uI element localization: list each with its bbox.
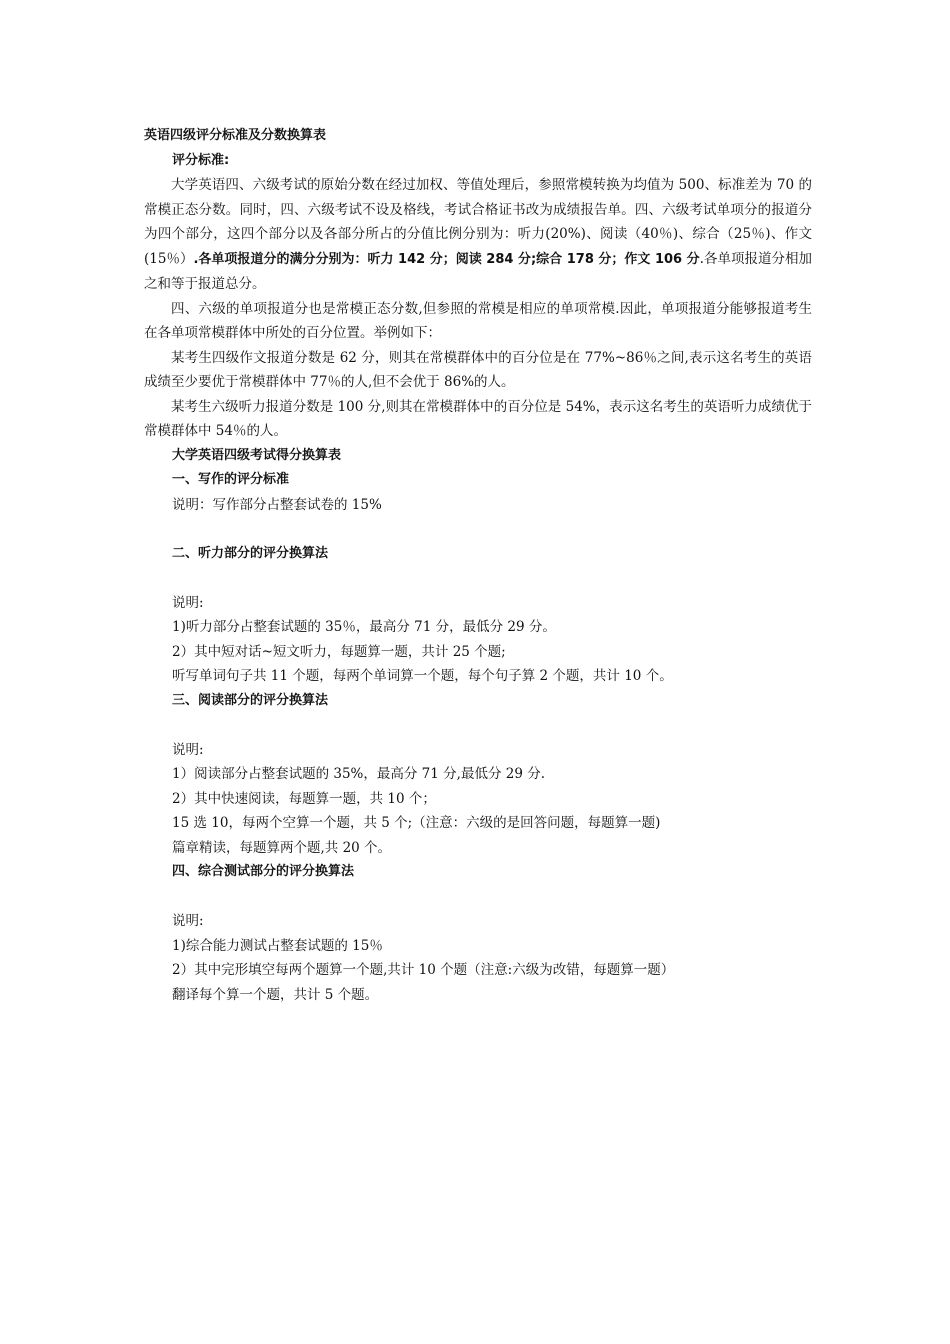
section-reading-heading: 三、阅读部分的评分换算法 (172, 692, 329, 708)
spacer (144, 713, 812, 738)
section-listening-item-1: 1)听力部分占整套试题的 35％，最高分 71 分，最低分 29 分。 (172, 619, 556, 635)
section-integrated-heading: 四、综合测试部分的评分换算法 (172, 864, 355, 879)
section-listening-heading: 二、听力部分的评分换算法 (172, 545, 329, 561)
spacer (144, 885, 812, 910)
paragraph-scoring-intro-text: 大学英语四、六级考试的原始分数在经过加权、等值处理后，参照常模转换为均值为 500、标准差为 70 的常模正态分数。同时，四、六级考试不设及格线，考试合格证书改为成绩报告单。四、六级考试单项分的报道分为四个部分，这四个部分以及各部分所占的分值比例分别为：听力(20%)、阅读（40％)、综合（25％)、作文(15％） (144, 177, 812, 267)
document-body (144, 124, 812, 1007)
section-integrated-item-1: 1)综合能力测试占整套试题的 15％ (172, 937, 383, 954)
section-writing-heading: 一、写作的评分标准 (172, 472, 290, 487)
section-listening-item-2: 2）其中短对话~短文听力，每题算一题，共计 25 个题; (172, 643, 506, 660)
section-listening-label: 说明: (172, 594, 204, 611)
criteria-heading: 评分标准: (172, 152, 230, 168)
section-reading-item-3: 15 选 10，每两个空算一个题，共 5 个;（注意：六级的是回答问题，每题算一题) (172, 815, 661, 831)
paragraph-scoring-tail: .各单项报道分相加之和等于报道总分。 (144, 250, 812, 292)
spacer (144, 566, 812, 591)
document-title: 英语四级评分标准及分数换算表 (144, 128, 327, 143)
paragraph-example-listening: 某考生六级听力报道分数是 100 分,则其在常模群体中的百分位是 54%，表示这名考生的英语听力成绩优于常模群体中 54％的人。 (144, 398, 812, 439)
paragraph-single-scores: 四、六级的单项报道分也是常模正态分数,但参照的常模是相应的单项常模.因此，单项报道分能够报道考生在各单项常模群体中所处的百分位置。举例如下： (144, 300, 812, 341)
section-reading-label: 说明: (172, 741, 204, 758)
section-integrated-label: 说明: (172, 913, 204, 929)
section-reading-item-1: 1）阅读部分占整套试题的 35%，最高分 71 分,最低分 29 分. (172, 766, 545, 782)
section-integrated-item-2: 2）其中完形填空每两个题算一个题,共计 10 个题（注意:六级为改错，每题算一题） (172, 962, 675, 978)
table-heading: 大学英语四级考试得分换算表 (172, 447, 342, 463)
section-listening-item-3: 听写单词句子共 11 个题，每两个单词算一个题，每个句子算 2 个题，共计 10 个。 (172, 668, 673, 684)
section-reading-item-4: 篇章精读，每题算两个题,共 20 个。 (172, 839, 392, 856)
spacer (144, 517, 812, 542)
paragraph-scoring-intro (144, 173, 812, 297)
section-reading-item-2: 2）其中快速阅读，每题算一题，共 10 个； (172, 790, 436, 807)
paragraph-example-writing: 某考生四级作文报道分数是 62 分，则其在常模群体中的百分位是在 77%~86％之间,表示这名考生的英语成绩至少要优于常模群体中 77％的人,但不会优于 86%的人。 (144, 349, 812, 390)
section-integrated-item-3: 翻译每个算一个题，共计 5 个题。 (172, 986, 379, 1003)
section-writing-note: 说明：写作部分占整套试卷的 15% (172, 496, 382, 513)
full-score-statement: .各单项报道分的满分分别为：听力 142 分；阅读 284 分;综合 178 分；作文 106 分 (193, 251, 700, 267)
